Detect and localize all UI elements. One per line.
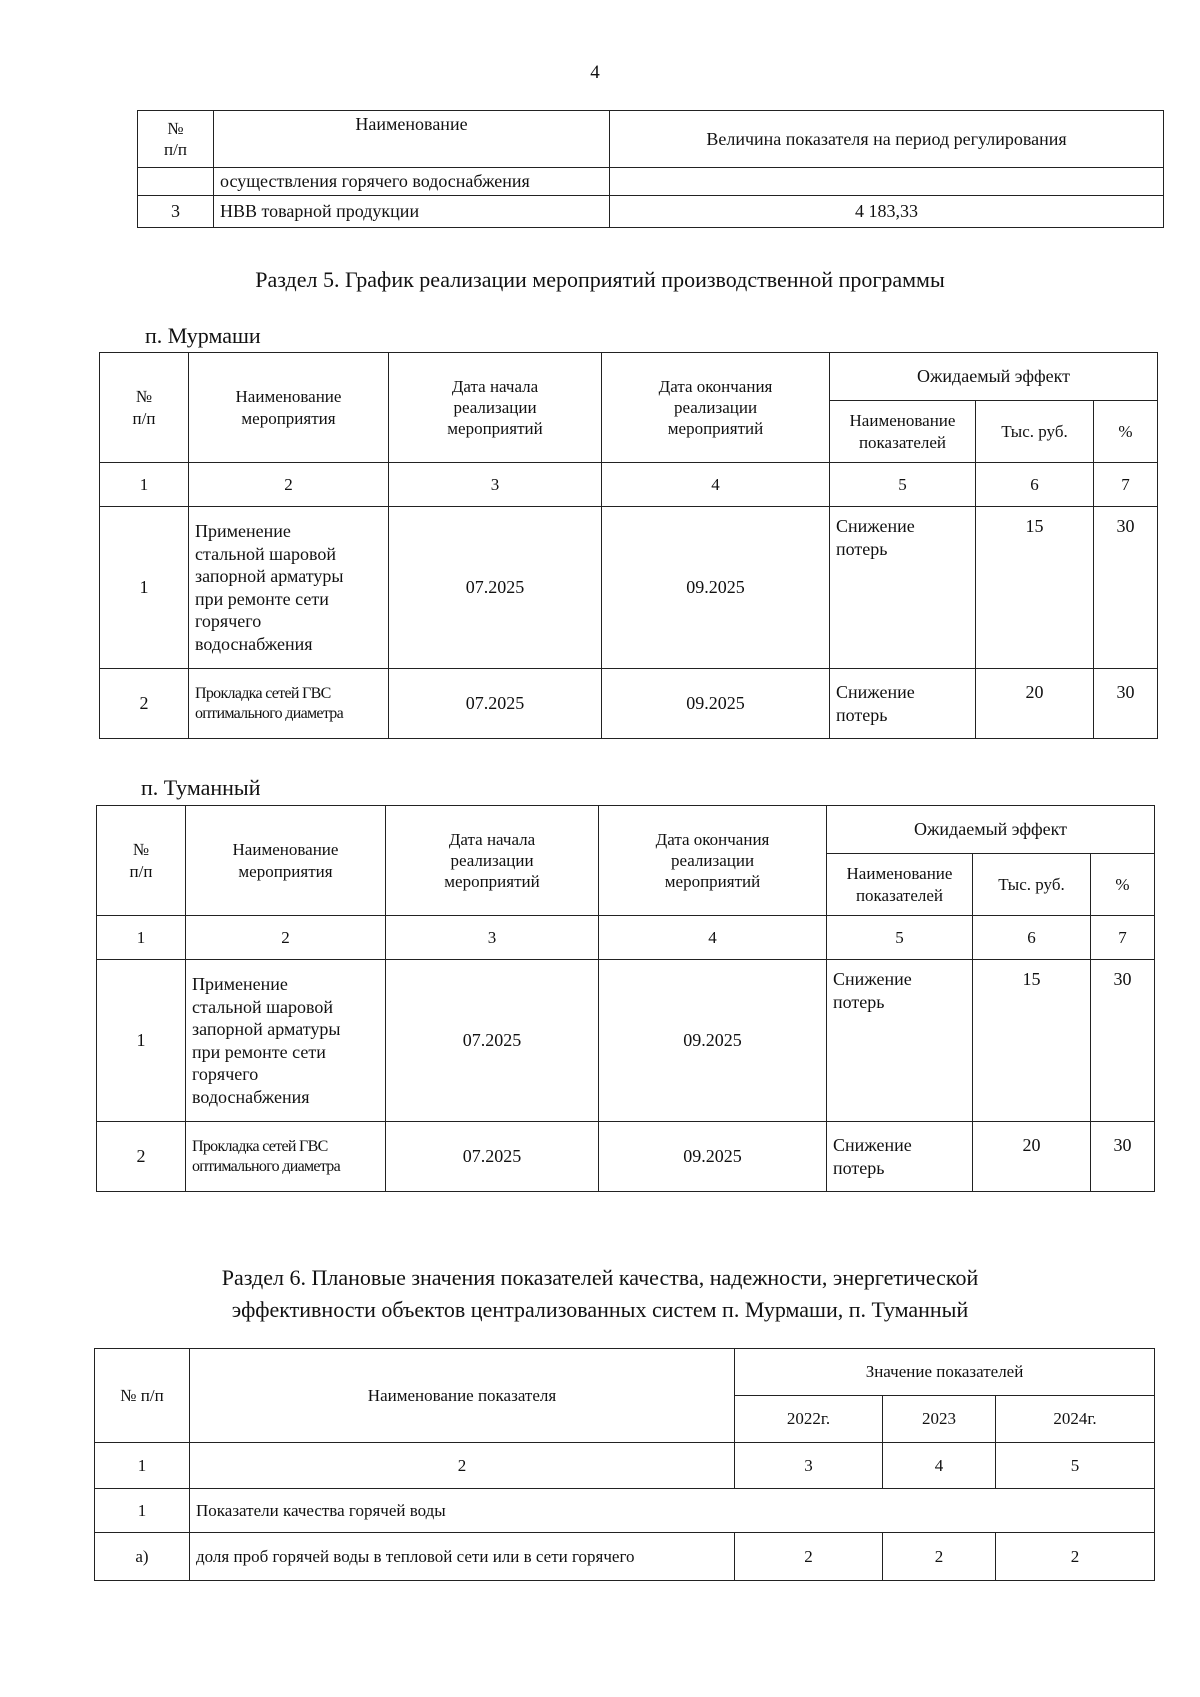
cell-percent: 30 [1094,507,1158,669]
col-number: 7 [1094,463,1158,507]
location-title-tumanny: п. Туманный [141,775,261,800]
cell-num: 1 [100,507,189,669]
header-percent: % [1091,854,1155,916]
header-end: Дата окончания реализации мероприятий [602,353,830,463]
column-number-row [95,1443,1155,1489]
cell-value: 2 [735,1533,883,1581]
cell-num: 2 [97,1122,186,1192]
table-row [100,669,1158,739]
header-end: Дата окончания реализации мероприятий [599,806,827,916]
cell-percent: 30 [1094,669,1158,739]
cell-start: 07.2025 [389,669,602,739]
col-number: 3 [386,916,599,960]
table-row [100,507,1158,669]
col-number: 4 [599,916,827,960]
cell-percent: 30 [1091,1122,1155,1192]
cell-end: 09.2025 [602,669,830,739]
cell-value [610,168,1164,196]
table-row [95,1533,1155,1581]
cell-start: 07.2025 [386,1122,599,1192]
cell-name: Применение стальной шаровой запорной арматуры при ремонте сети горячего водоснабжения [186,960,386,1122]
cell-thousand: 20 [973,1122,1091,1192]
table-section6 [94,1348,1155,1581]
header-year: 2022г. [735,1396,883,1443]
section6-title: Раздел 6. Плановые значения показателей качества, надежности, энергетической эффективности объектов централизованных систем п. Мурмаши, п. Туманный [221,1265,979,1322]
cell-num: 2 [100,669,189,739]
header-start: Дата начала реализации мероприятий [386,806,599,916]
header-num: № п/п [95,1349,190,1443]
header-year: 2024г. [996,1396,1155,1443]
header-thousand: Тыс. руб. [973,854,1091,916]
col-number: 6 [976,463,1094,507]
header-num: № п/п [138,111,214,168]
cell-end: 09.2025 [599,960,827,1122]
cell-start: 07.2025 [386,960,599,1122]
col-number: 3 [389,463,602,507]
column-number-row [100,463,1158,507]
cell-name: Показатели качества горячей воды [190,1489,1155,1533]
cell-indicator: Снижение потерь [827,960,973,1122]
cell-start: 07.2025 [389,507,602,669]
cell-name: осуществления горячего водоснабжения [214,168,610,196]
col-number: 4 [602,463,830,507]
cell-num: 3 [138,196,214,228]
cell-indicator: Снижение потерь [830,507,976,669]
col-number: 5 [996,1443,1155,1489]
col-number: 1 [95,1443,190,1489]
header-name: Наименование мероприятия [186,806,386,916]
cell-thousand: 15 [976,507,1094,669]
header-indicator: Наименование показателей [830,401,976,463]
cell-value: 2 [883,1533,996,1581]
cell-indicator: Снижение потерь [830,669,976,739]
header-effect: Ожидаемый эффект [830,353,1158,401]
header-start: Дата начала реализации мероприятий [389,353,602,463]
col-number: 5 [830,463,976,507]
table-top [137,110,1164,228]
table-row [138,196,1164,228]
col-number: 1 [97,916,186,960]
header-effect: Ожидаемый эффект [827,806,1155,854]
cell-value: 2 [996,1533,1155,1581]
cell-end: 09.2025 [599,1122,827,1192]
table-tumanny [96,805,1155,1192]
header-num: № п/п [97,806,186,916]
column-number-row [97,916,1155,960]
cell-name: НВВ товарной продукции [214,196,610,228]
table-murmashi [99,352,1158,739]
header-thousand: Тыс. руб. [976,401,1094,463]
cell-num: 1 [95,1489,190,1533]
cell-value: 4 183,33 [610,196,1164,228]
header-values: Значение показателей [735,1349,1155,1396]
table-row [97,960,1155,1122]
table-row [97,1122,1155,1192]
cell-name: доля проб горячей воды в тепловой сети или в сети горячего [190,1533,735,1581]
col-number: 3 [735,1443,883,1489]
col-number: 7 [1091,916,1155,960]
cell-thousand: 15 [973,960,1091,1122]
col-number: 2 [189,463,389,507]
cell-num: а) [95,1533,190,1581]
col-number: 2 [186,916,386,960]
cell-num: 1 [97,960,186,1122]
header-percent: % [1094,401,1158,463]
header-indicator: Наименование показателей [827,854,973,916]
header-name: Наименование [214,111,610,168]
col-number: 5 [827,916,973,960]
header-name: Наименование показателя [190,1349,735,1443]
table-row [138,168,1164,196]
col-number: 2 [190,1443,735,1489]
col-number: 4 [883,1443,996,1489]
col-number: 1 [100,463,189,507]
cell-num [138,168,214,196]
location-title-murmashi: п. Мурмаши [145,323,261,348]
header-value: Величина показателя на период регулирования [610,111,1164,168]
cell-end: 09.2025 [602,507,830,669]
header-year: 2023 [883,1396,996,1443]
col-number: 6 [973,916,1091,960]
cell-name: Применение стальной шаровой запорной арматуры при ремонте сети горячего водоснабжения [189,507,389,669]
cell-percent: 30 [1091,960,1155,1122]
cell-name: Прокладка сетей ГВС оптимального диаметра [186,1122,386,1192]
header-num: № п/п [100,353,189,463]
page-number: 4 [590,62,600,83]
table-row [95,1489,1155,1533]
header-name: Наименование мероприятия [189,353,389,463]
section5-title: Раздел 5. График реализации мероприятий производственной программы [255,267,945,292]
cell-thousand: 20 [976,669,1094,739]
cell-name: Прокладка сетей ГВС оптимального диаметра [189,669,389,739]
cell-indicator: Снижение потерь [827,1122,973,1192]
